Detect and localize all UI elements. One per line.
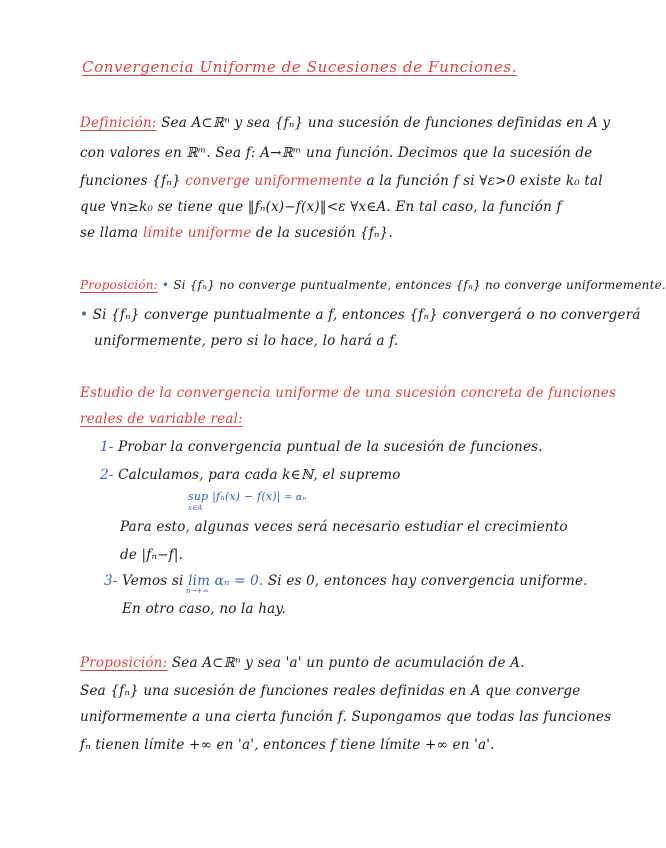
sup-expression: sup |fₙ(x) − f(x)|: [188, 490, 281, 503]
sup-formula: [188, 488, 306, 506]
proposition1-line-3: uniformemente, pero si lo hace, lo hará a f.: [94, 333, 399, 349]
proposition2-label: Proposición:: [80, 655, 168, 671]
study-heading-1: Estudio de la convergencia uniforme de una sucesión concreta de funciones: [80, 385, 617, 401]
proposition1-line-1: [80, 276, 666, 294]
definition-text-3b: a la función f si ∀ε>0 existe k₀ tal: [366, 173, 603, 189]
definition-label: Definición:: [80, 115, 157, 131]
study-step-3: [104, 572, 588, 590]
definition-line-3: [80, 172, 603, 190]
definition-line-2: con valores en ℝᵐ. Sea f: A→ℝᵐ una función. Decimos que la sucesión de: [80, 145, 593, 161]
sup-subscript: x∈A: [188, 504, 203, 512]
definition-line-1: [80, 114, 610, 132]
step-2-note-1: Para esto, algunas veces será necesario estudiar el crecimiento: [120, 519, 568, 535]
step-3-number: 3-: [104, 573, 118, 589]
study-step-1: [100, 438, 543, 456]
proposition2-text-1: Sea A⊂ℝⁿ y sea 'a' un punto de acumulación de A.: [171, 655, 525, 671]
proposition1-line-2: [80, 306, 641, 324]
definition-text-5b: de la sucesión {fₙ}.: [255, 225, 393, 241]
lim-expression: lim αₙ = 0.: [188, 573, 264, 589]
bullet-icon: •: [80, 307, 89, 323]
proposition1-text-2: Si {fₙ} converge puntualmente a f, entonces {fₙ} convergerá o no convergerá: [92, 307, 641, 323]
step-3-text-c: En otro caso, no la hay.: [122, 601, 286, 617]
step-1-number: 1-: [100, 439, 114, 455]
bullet-icon: •: [161, 278, 170, 292]
proposition2-line-2: Sea {fₙ} una sucesión de funciones reales definidas en A que converge: [80, 683, 581, 699]
definition-text-5a: se llama: [80, 225, 139, 241]
step-2-text: Calculamos, para cada k∈ℕ, el supremo: [118, 467, 401, 483]
definition-line-5: [80, 224, 393, 242]
lim-subscript: n→+∞: [186, 587, 209, 595]
proposition2-line-4: fₙ tienen límite +∞ en 'a', entonces f tiene límite +∞ en 'a'.: [80, 737, 495, 753]
converge-uniformemente-term: converge uniformemente: [185, 173, 362, 189]
step-3-text-a: Vemos si: [122, 573, 184, 589]
proposition1-text-1: Si {fₙ} no converge puntualmente, entonces {fₙ} no converge uniformemente.: [173, 278, 666, 292]
definition-text-1: Sea A⊂ℝⁿ y sea {fₙ} una sucesión de funciones definidas en A y: [161, 115, 611, 131]
proposition2-line-1: [80, 654, 525, 672]
study-heading-2: reales de variable real:: [80, 411, 243, 427]
study-step-2: [100, 466, 401, 484]
definition-text-3a: funciones {fₙ}: [80, 173, 181, 189]
proposition1-label: Proposición:: [80, 278, 158, 292]
step-1-text: Probar la convergencia puntual de la sucesión de funciones.: [118, 439, 543, 455]
proposition2-line-3: uniformemente a una cierta función f. Supongamos que todas las funciones: [80, 709, 612, 725]
definition-line-4: que ∀n≥k₀ se tiene que ‖fₙ(x)−f(x)‖<ε ∀x∈A. En tal caso, la función f: [80, 199, 562, 215]
page-title: Convergencia Uniforme de Sucesiones de Funciones.: [82, 58, 518, 76]
step-2-note-2: de |fₙ−f|.: [120, 547, 184, 563]
sup-alpha: = αₙ: [284, 492, 307, 503]
step-3-text-b: Si es 0, entonces hay convergencia uniforme.: [267, 573, 588, 589]
step-2-number: 2-: [100, 467, 114, 483]
limite-uniforme-term: límite uniforme: [142, 225, 252, 241]
